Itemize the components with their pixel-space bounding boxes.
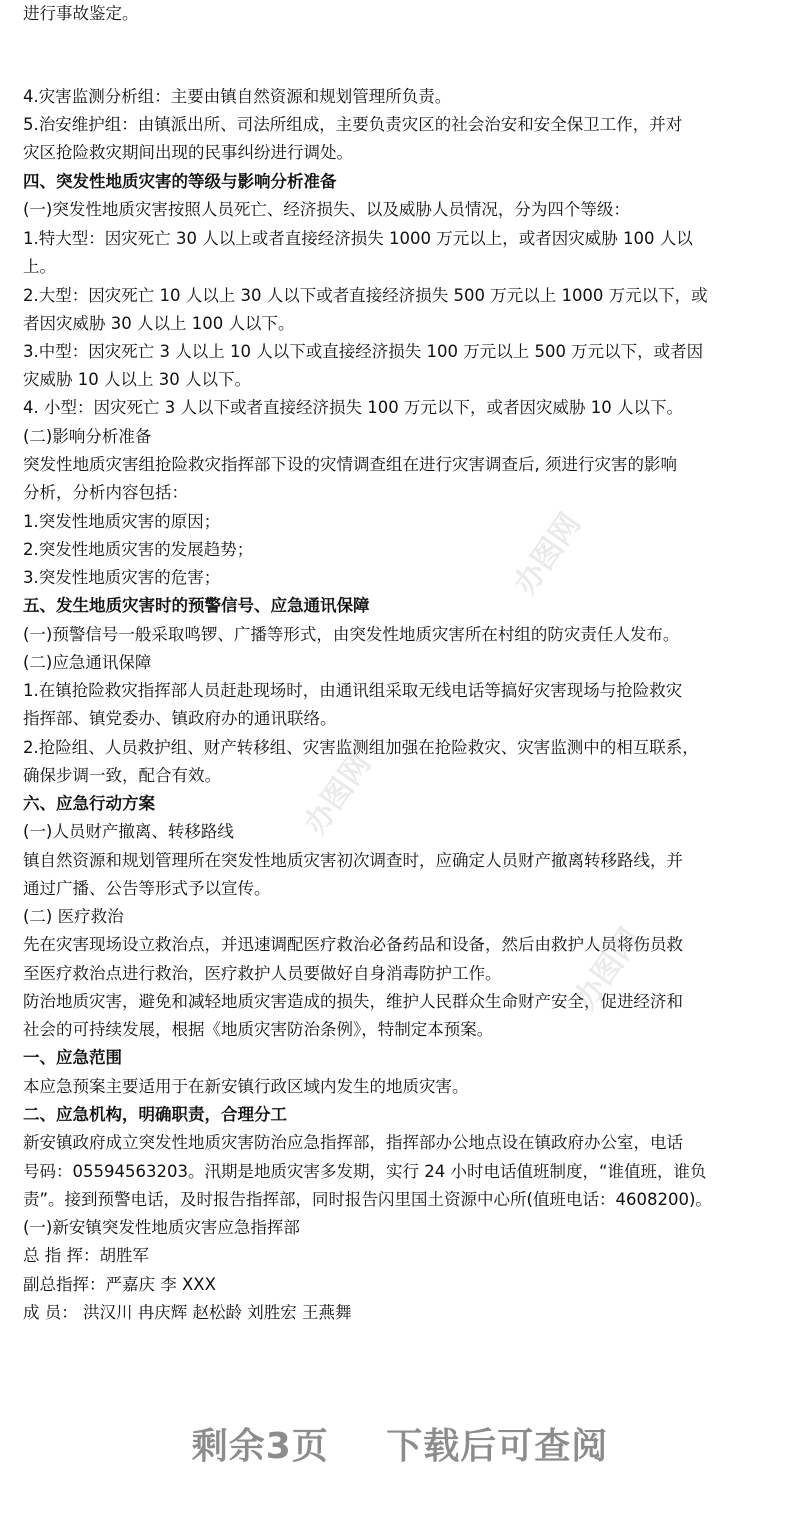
text-line: 确保步调一致，配合有效。 [23, 766, 221, 785]
text-line: 1.在镇抢险救灾指挥部人员赶赴现场时，由通讯组采取无线电话等搞好灾害现场与抢险救灾 [23, 681, 683, 700]
text-line: (一)人员财产撤离、转移路线 [23, 822, 234, 841]
text-line: (一)预警信号一般采取鸣锣、广播等形式，由突发性地质灾害所在村组的防灾责任人发布。 [23, 625, 680, 644]
text-line: 成 员： 洪汉川 冉庆辉 赵松龄 刘胜宏 王燕舞 [23, 1303, 352, 1322]
section-heading: 六、应急行动方案 [23, 794, 155, 813]
text-line: 总 指 挥：胡胜军 [23, 1246, 149, 1265]
text-line: 2.抢险组、人员救护组、财产转移组、灾害监测组加强在抢险救灾、灾害监测中的相互联系， [23, 738, 699, 757]
text-line: 先在灾害现场设立救治点，并迅速调配医疗救治必备药品和设备，然后由救护人员将伤员救 [23, 935, 683, 954]
text-line: 指挥部、镇党委办、镇政府办的通讯联络。 [23, 709, 337, 728]
download-prompt[interactable] [0, 1418, 800, 1469]
text-line: 本应急预案主要适用于在新安镇行政区域内发生的地质灾害。 [23, 1077, 469, 1096]
section-heading: 一、应急范围 [23, 1048, 122, 1067]
text-line: 号码：05594563203。汛期是地质灾害多发期，实行 24 小时电话值班制度，“谁值班，谁负 [23, 1162, 707, 1181]
text-line: 4. 小型：因灾死亡 3 人以下或者直接经济损失 100 万元以下，或者因灾威胁 10 人以下。 [23, 398, 683, 417]
section-heading: 四、突发性地质灾害的等级与影响分析准备 [23, 172, 337, 191]
watermark: 办图网 [297, 747, 379, 841]
text-line: 副总指挥：严嘉庆 李 XXX [23, 1275, 216, 1294]
text-line: 防治地质灾害，避免和减轻地质灾害造成的损失，维护人民群众生命财产安全，促进经济和 [23, 992, 683, 1011]
text-line: 3.突发性地质灾害的危害； [23, 568, 221, 587]
section-heading: 二、应急机构，明确职责，合理分工 [23, 1105, 287, 1124]
text-line: 者因灾威胁 30 人以上 100 人以下。 [23, 314, 295, 333]
text-line: 至医疗救治点进行救治，医疗救护人员要做好自身消毒防护工作。 [23, 964, 502, 983]
text-line: 3.中型：因灾死亡 3 人以上 10 人以下或直接经济损失 100 万元以上 500 万元以下，或者因 [23, 342, 704, 361]
text-line: (二) 医疗救治 [23, 907, 124, 926]
text-line: 2.突发性地质灾害的发展趋势； [23, 540, 254, 559]
text-line: 1.突发性地质灾害的原因； [23, 512, 221, 531]
section-heading: 五、发生地质灾害时的预警信号、应急通讯保障 [23, 596, 370, 615]
text-line: 1.特大型：因灾死亡 30 人以上或者直接经济损失 1000 万元以上，或者因灾威胁 100 人以 [23, 229, 693, 248]
text-line: 责”。接到预警电话，及时报告指挥部，同时报告闪里国土资源中心所(值班电话：4608200)。 [23, 1190, 712, 1209]
download-to-view-label: 下载后可查阅 [386, 1426, 609, 1467]
text-line: 4.灾害监测分析组：主要由镇自然资源和规划管理所负责。 [23, 87, 452, 106]
text-line: (二)应急通讯保障 [23, 653, 152, 672]
text-line: 灾威胁 10 人以上 30 人以下。 [23, 370, 251, 389]
text-line: 进行事故鉴定。 [23, 4, 139, 23]
text-line: 2.大型：因灾死亡 10 人以上 30 人以下或者直接经济损失 500 万元以上 1000 万元以下，或 [23, 286, 708, 305]
remaining-pages-label: 剩余3页 [191, 1426, 329, 1467]
text-line: 5.治安维护组：由镇派出所、司法所组成，主要负责灾区的社会治安和安全保卫工作，并对 [23, 115, 683, 134]
text-line: 上。 [23, 257, 56, 276]
text-line: 社会的可持续发展，根据《地质灾害防治条例》，特制定本预案。 [23, 1020, 494, 1039]
text-line: (二)影响分析准备 [23, 427, 152, 446]
text-line: 灾区抢险救灾期间出现的民事纠纷进行调处。 [23, 143, 353, 162]
watermark: 办图网 [507, 507, 589, 601]
text-line: 通过广播、公告等形式予以宣传。 [23, 879, 271, 898]
watermark: 办图网 [567, 922, 649, 1016]
text-line: 分析，分析内容包括： [23, 483, 188, 502]
text-line: 突发性地质灾害组抢险救灾指挥部下设的灾情调查组在进行灾害调查后, 须进行灾害的影响 [23, 455, 677, 474]
text-line: 镇自然资源和规划管理所在突发性地质灾害初次调查时，应确定人员财产撤离转移路线，并 [23, 851, 683, 870]
text-line: (一)突发性地质灾害按照人员死亡、经济损失、以及威胁人员情况，分为四个等级： [23, 200, 630, 219]
text-line: 新安镇政府成立突发性地质灾害防治应急指挥部，指挥部办公地点设在镇政府办公室，电话 [23, 1133, 683, 1152]
text-line: (一)新安镇突发性地质灾害应急指挥部 [23, 1218, 300, 1237]
